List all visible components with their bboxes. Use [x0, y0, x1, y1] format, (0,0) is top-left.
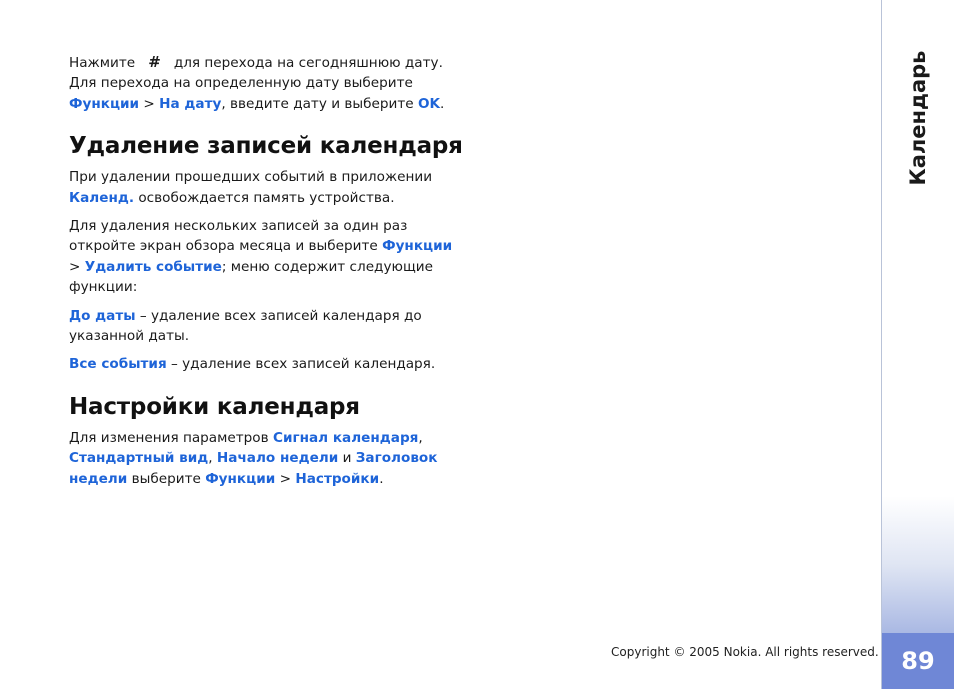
hash-key-icon: # — [148, 53, 161, 71]
separator-gt: > — [143, 95, 155, 112]
intro-text-3: , введите дату и выберите — [221, 95, 414, 112]
link-settings[interactable]: Настройки — [295, 470, 380, 487]
intro-text-2: для перехода на сегодняшнюю дату. Для перехода на определенную дату выберите — [69, 55, 443, 92]
page-content — [69, 52, 464, 497]
delete-text-1: При удалении прошедших событий в приложении — [69, 169, 433, 186]
link-calendar-app[interactable]: Календ. — [69, 189, 134, 206]
separator-gt-2: > — [69, 258, 81, 275]
section-heading-settings: Настройки календаря — [69, 393, 360, 420]
link-week-start[interactable]: Начало недели — [216, 450, 339, 467]
link-to-date[interactable]: На дату — [159, 95, 222, 112]
settings-comma-1: , — [418, 429, 423, 446]
link-functions[interactable]: Функции — [69, 95, 140, 112]
link-calendar-alarm[interactable]: Сигнал календаря — [272, 429, 419, 446]
option-before-date-term[interactable]: До даты — [69, 307, 136, 324]
delete-text-2: освобождается память устройства. — [138, 189, 395, 206]
link-ok[interactable]: OK — [417, 95, 441, 112]
intro-text-1: Нажмите — [69, 55, 136, 71]
delete-text-3: Для удаления нескольких записей за один раз откройте экран обзора месяца и выберите — [69, 218, 408, 255]
option-before-date-desc: – удаление всех записей календаря до указанной даты. — [69, 307, 422, 345]
delete-text-4: ; меню содержит следующие функции: — [69, 258, 433, 296]
separator-gt-3: > — [279, 470, 292, 487]
link-week-title[interactable]: Заголовок недели — [69, 450, 438, 487]
settings-and: и — [342, 450, 352, 467]
link-functions-2[interactable]: Функции — [382, 238, 453, 255]
section-heading-delete: Удаление записей календаря — [69, 133, 463, 160]
copyright-footer: Copyright © 2005 Nokia. All rights reserved. — [611, 645, 879, 659]
link-functions-3[interactable]: Функции — [205, 470, 276, 487]
settings-comma-2: , — [208, 450, 213, 467]
option-all-events-term[interactable]: Все события — [69, 356, 167, 373]
settings-dot: . — [379, 470, 384, 487]
link-delete-event[interactable]: Удалить событие — [84, 258, 222, 275]
intro-paragraph — [69, 52, 464, 114]
settings-text-2: выберите — [131, 470, 201, 487]
option-all-events — [69, 354, 464, 374]
delete-paragraph-1 — [69, 167, 464, 208]
option-all-events-desc: – удаление всех записей календаря. — [166, 356, 436, 373]
page-number: 89 — [882, 633, 954, 689]
settings-text-1: Для изменения параметров — [69, 429, 269, 446]
chapter-title: Календарь — [906, 50, 930, 186]
option-before-date — [69, 306, 464, 347]
settings-paragraph — [69, 428, 464, 489]
intro-dot: . — [440, 95, 445, 112]
link-default-view[interactable]: Стандартный вид — [69, 450, 209, 467]
delete-paragraph-2 — [69, 216, 464, 298]
